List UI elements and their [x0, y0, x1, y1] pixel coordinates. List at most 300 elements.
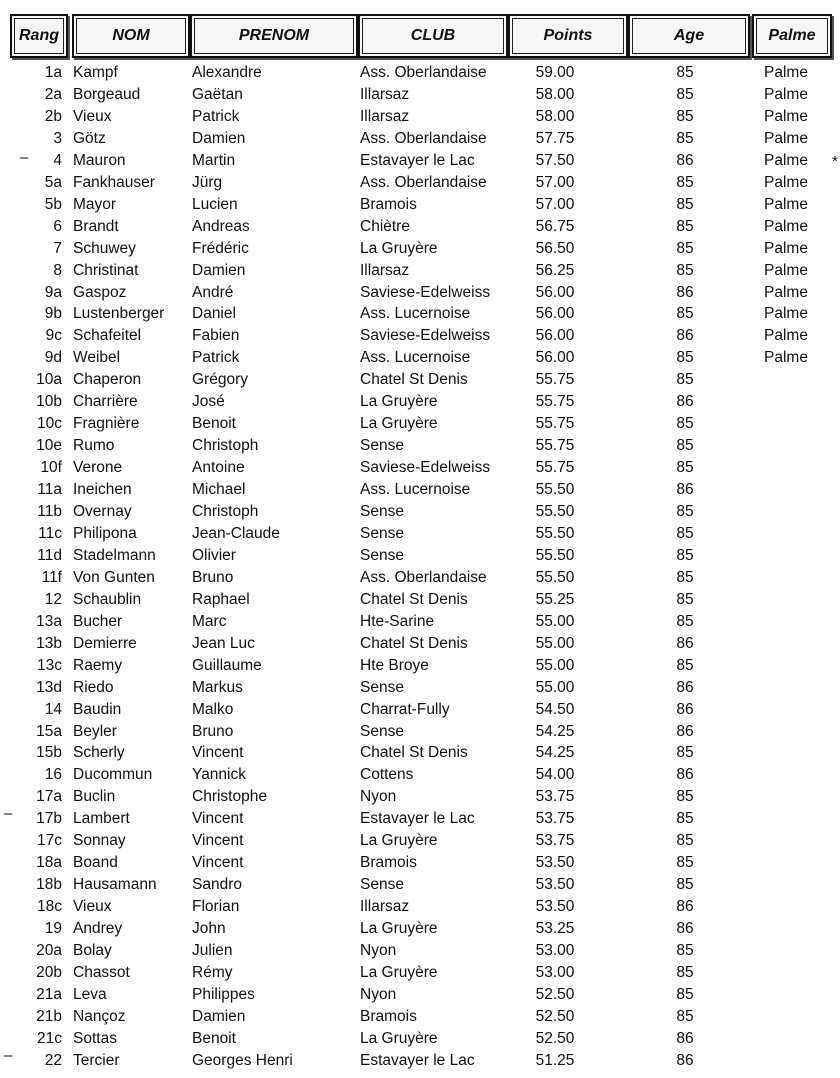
cell-nom: Bolay — [73, 942, 112, 959]
table-row — [0, 85, 840, 107]
cell-age: 85 — [676, 568, 694, 586]
cell-rang: 1a — [44, 64, 62, 81]
cell-points: 55.75 — [535, 437, 575, 455]
cell-nom: Schuwey — [73, 239, 136, 257]
table-row — [0, 151, 840, 173]
cell-age: 85 — [676, 656, 694, 674]
cell-prenom: Frédéric — [192, 239, 249, 257]
cell-prenom: Guillaume — [192, 656, 262, 674]
table-row — [0, 765, 840, 787]
cell-age: 86 — [676, 151, 694, 169]
cell-rang: 10c — [37, 415, 62, 433]
cell-age: 86 — [676, 393, 694, 411]
cell-nom: Fragnière — [73, 415, 140, 433]
cell-nom: Chassot — [73, 963, 130, 981]
cell-rang: 21b — [36, 1007, 62, 1025]
cell-nom: Leva — [73, 985, 107, 1003]
cell-prenom: Andreas — [192, 217, 250, 235]
cell-prenom: Vincent — [192, 854, 244, 872]
table-row — [0, 787, 840, 809]
cell-nom: Borgeaud — [73, 85, 141, 103]
table-row — [0, 392, 840, 414]
cell-points: 55.25 — [535, 590, 575, 608]
cell-nom: Verone — [73, 459, 123, 477]
cell-club: La Gruyère — [360, 393, 438, 411]
cell-rang: 6 — [53, 217, 62, 235]
cell-club: Bramois — [360, 1007, 417, 1025]
cell-prenom: Benoit — [192, 415, 236, 433]
cell-nom: Kampf — [73, 64, 118, 81]
cell-club: Sense — [360, 437, 404, 455]
cell-points: 53.75 — [535, 788, 575, 806]
cell-nom: Charrière — [73, 393, 138, 411]
cell-prenom: Bruno — [192, 722, 234, 740]
cell-points: 55.00 — [535, 634, 575, 652]
cell-club: Estavayer le Lac — [360, 151, 475, 169]
cell-points: 56.25 — [535, 261, 575, 279]
cell-club: Ass. Lucernoise — [360, 349, 471, 367]
cell-rang: 13c — [37, 656, 62, 674]
header-points: Points — [508, 14, 628, 58]
cell-age: 85 — [676, 64, 694, 81]
table-row — [0, 261, 840, 283]
cell-palme: Palme — [764, 107, 808, 125]
cell-points: 54.25 — [535, 744, 575, 762]
cell-club: Ass. Lucernoise — [360, 305, 471, 323]
table-row — [0, 809, 840, 831]
table-row — [0, 897, 840, 919]
cell-palme: Palme — [764, 85, 808, 103]
cell-points: 54.25 — [535, 722, 575, 740]
table-row — [0, 546, 840, 568]
cell-nom: Schaublin — [73, 590, 142, 608]
cell-rang: 8 — [53, 261, 62, 279]
cell-nom: Weibel — [73, 349, 121, 367]
cell-rang: 18c — [37, 898, 62, 916]
cell-age: 85 — [676, 415, 694, 433]
table-row — [0, 634, 840, 656]
cell-prenom: Philippes — [192, 985, 255, 1003]
cell-age: 85 — [676, 788, 694, 806]
cell-points: 53.50 — [535, 898, 575, 916]
cell-rang: 5a — [44, 173, 62, 191]
cell-age: 85 — [676, 612, 694, 630]
cell-rang: 7 — [53, 239, 62, 257]
cell-palme: Palme — [764, 195, 808, 213]
cell-club: Bramois — [360, 195, 417, 213]
cell-nom: Riedo — [73, 678, 114, 696]
cell-palme: Palme — [764, 283, 808, 301]
margin-mark-dash: – — [4, 805, 13, 822]
cell-age: 86 — [676, 920, 694, 938]
header-age: Age — [628, 14, 750, 58]
cell-points: 55.75 — [535, 371, 575, 389]
cell-age: 85 — [676, 876, 694, 894]
cell-points: 52.50 — [535, 985, 575, 1003]
table-row — [0, 875, 840, 897]
cell-points: 56.00 — [535, 349, 575, 367]
cell-prenom: Sandro — [192, 876, 242, 894]
cell-nom: Baudin — [73, 700, 122, 718]
table-row — [0, 963, 840, 985]
table-row — [0, 524, 840, 546]
cell-palme: Palme — [764, 129, 808, 147]
cell-points: 53.50 — [535, 854, 575, 872]
cell-club: Hte-Sarine — [360, 612, 435, 630]
cell-points: 54.50 — [535, 700, 575, 718]
cell-rang: 11b — [37, 503, 62, 520]
cell-nom: Buclin — [73, 788, 116, 806]
cell-rang: 11a — [37, 481, 62, 499]
cell-rang: 17a — [36, 788, 62, 806]
cell-points: 55.00 — [535, 612, 575, 630]
cell-nom: Overnay — [73, 503, 132, 520]
cell-nom: Sonnay — [73, 832, 126, 850]
table-row — [0, 1029, 840, 1051]
cell-points: 56.00 — [535, 327, 575, 345]
table-row — [0, 678, 840, 700]
cell-nom: Vieux — [73, 107, 112, 125]
cell-age: 85 — [676, 217, 694, 235]
cell-age: 85 — [676, 590, 694, 608]
cell-prenom: Marc — [192, 612, 227, 630]
cell-nom: Brandt — [73, 217, 119, 235]
cell-points: 53.25 — [535, 920, 575, 938]
cell-club: Chiètre — [360, 217, 410, 235]
margin-mark-dash: – — [20, 149, 29, 166]
cell-points: 57.00 — [535, 195, 575, 213]
cell-club: Chatel St Denis — [360, 744, 468, 762]
cell-prenom: Patrick — [192, 107, 240, 125]
cell-club: La Gruyère — [360, 832, 438, 850]
cell-nom: Scherly — [73, 744, 125, 762]
cell-points: 55.75 — [535, 459, 575, 477]
table-row — [0, 743, 840, 765]
cell-rang: 11d — [37, 546, 62, 564]
cell-points: 55.00 — [535, 656, 575, 674]
cell-rang: 9a — [44, 283, 62, 301]
cell-points: 55.50 — [535, 524, 575, 542]
cell-nom: Nançoz — [73, 1007, 126, 1025]
cell-club: Saviese-Edelweiss — [360, 327, 491, 345]
header-nom: NOM — [72, 14, 190, 58]
cell-age: 86 — [676, 1029, 694, 1047]
cell-nom: Vieux — [73, 898, 112, 916]
cell-nom: Mayor — [73, 195, 117, 213]
cell-club: Illarsaz — [360, 107, 410, 125]
table-row — [0, 239, 840, 261]
cell-prenom: Vincent — [192, 810, 244, 828]
cell-nom: Lustenberger — [73, 305, 165, 323]
margin-mark-dash: – — [4, 1047, 13, 1064]
cell-points: 56.00 — [535, 283, 575, 301]
cell-age: 86 — [676, 283, 694, 301]
cell-prenom: Christoph — [192, 503, 259, 520]
cell-nom: Von Gunten — [73, 568, 155, 586]
table-row — [0, 612, 840, 634]
cell-prenom: Vincent — [192, 744, 244, 762]
cell-club: Sense — [360, 876, 404, 894]
cell-club: Cottens — [360, 766, 414, 784]
cell-prenom: Christoph — [192, 437, 259, 455]
cell-club: Sense — [360, 503, 404, 520]
cell-prenom: Damien — [192, 261, 246, 279]
cell-nom: Philipona — [73, 524, 137, 542]
cell-prenom: Olivier — [192, 546, 236, 564]
cell-age: 85 — [676, 437, 694, 455]
cell-palme: Palme — [764, 349, 808, 367]
cell-rang: 10a — [36, 371, 62, 389]
cell-points: 51.25 — [535, 1051, 575, 1069]
cell-prenom: Antoine — [192, 459, 245, 477]
table-row — [0, 370, 840, 392]
cell-prenom: Alexandre — [192, 64, 262, 81]
table-row — [0, 568, 840, 590]
table-row — [0, 1051, 840, 1073]
cell-nom: Götz — [73, 129, 106, 147]
table-row — [0, 590, 840, 612]
cell-rang: 19 — [44, 920, 62, 938]
cell-club: Ass. Oberlandaise — [360, 64, 487, 81]
cell-nom: Lambert — [73, 810, 130, 828]
table-row — [0, 63, 840, 85]
cell-rang: 12 — [44, 590, 62, 608]
cell-age: 86 — [676, 1051, 694, 1069]
cell-palme: Palme — [764, 305, 808, 323]
cell-points: 55.50 — [535, 481, 575, 499]
table-row — [0, 919, 840, 941]
cell-points: 55.75 — [535, 415, 575, 433]
cell-club: La Gruyère — [360, 1029, 438, 1047]
cell-club: Ass. Oberlandaise — [360, 568, 487, 586]
cell-club: Estavayer le Lac — [360, 1051, 475, 1069]
cell-age: 85 — [676, 459, 694, 477]
table-row — [0, 700, 840, 722]
cell-club: Charrat-Fully — [360, 700, 450, 718]
cell-prenom: Raphael — [192, 590, 250, 608]
cell-nom: Ineichen — [73, 481, 132, 499]
table-row — [0, 107, 840, 129]
cell-points: 56.50 — [535, 239, 575, 257]
cell-nom: Schafeitel — [73, 327, 142, 345]
cell-points: 58.00 — [535, 107, 575, 125]
cell-nom: Mauron — [73, 151, 126, 169]
cell-prenom: Daniel — [192, 305, 236, 323]
cell-club: Bramois — [360, 854, 417, 872]
cell-age: 85 — [676, 173, 694, 191]
cell-prenom: Damien — [192, 1007, 246, 1025]
cell-palme: Palme — [764, 327, 808, 345]
cell-rang: 9c — [45, 327, 62, 345]
cell-points: 57.50 — [535, 151, 575, 169]
cell-palme: Palme — [764, 261, 808, 279]
table-row — [0, 656, 840, 678]
cell-age: 85 — [676, 942, 694, 959]
cell-prenom: Christophe — [192, 788, 267, 806]
cell-prenom: Yannick — [192, 766, 246, 784]
cell-points: 57.00 — [535, 173, 575, 191]
cell-age: 85 — [676, 371, 694, 389]
cell-age: 86 — [676, 700, 694, 718]
cell-club: Chatel St Denis — [360, 371, 468, 389]
cell-rang: 5b — [44, 195, 62, 213]
cell-points: 53.00 — [535, 963, 575, 981]
cell-prenom: Gaëtan — [192, 85, 243, 103]
cell-prenom: Benoit — [192, 1029, 236, 1047]
cell-nom: Tercier — [73, 1051, 120, 1069]
cell-prenom: Markus — [192, 678, 243, 696]
cell-prenom: Martin — [192, 151, 236, 169]
table-row — [0, 722, 840, 744]
cell-nom: Ducommun — [73, 766, 153, 784]
cell-age: 85 — [676, 129, 694, 147]
cell-points: 55.00 — [535, 678, 575, 696]
cell-club: Sense — [360, 722, 404, 740]
cell-points: 53.00 — [535, 942, 575, 959]
cell-rang: 9b — [44, 305, 62, 323]
cell-points: 54.00 — [535, 766, 575, 784]
cell-club: Illarsaz — [360, 85, 410, 103]
table-row — [0, 831, 840, 853]
cell-nom: Chaperon — [73, 371, 142, 389]
cell-club: Sense — [360, 678, 404, 696]
cell-club: Sense — [360, 524, 404, 542]
cell-points: 55.50 — [535, 568, 575, 586]
cell-rang: 20b — [36, 963, 62, 981]
table-row — [0, 502, 840, 524]
cell-club: La Gruyère — [360, 920, 438, 938]
cell-age: 85 — [676, 744, 694, 762]
cell-age: 85 — [676, 195, 694, 213]
cell-rang: 18b — [36, 876, 62, 894]
cell-age: 86 — [676, 327, 694, 345]
cell-rang: 17b — [36, 810, 62, 828]
cell-club: Illarsaz — [360, 898, 410, 916]
cell-club: Nyon — [360, 942, 397, 959]
table-row — [0, 217, 840, 239]
cell-rang: 17c — [37, 832, 62, 850]
cell-prenom: Jean Luc — [192, 634, 255, 652]
cell-nom: Stadelmann — [73, 546, 156, 564]
cell-rang: 10f — [40, 459, 62, 477]
cell-prenom: Florian — [192, 898, 240, 916]
cell-rang: 13d — [36, 678, 62, 696]
cell-palme: Palme — [764, 151, 808, 169]
cell-rang: 15a — [36, 722, 62, 740]
table-row — [0, 173, 840, 195]
cell-rang: 13b — [36, 634, 62, 652]
cell-prenom: Jürg — [192, 173, 223, 191]
cell-nom: Bucher — [73, 612, 123, 630]
cell-age: 85 — [676, 985, 694, 1003]
cell-prenom: André — [192, 283, 234, 301]
cell-age: 85 — [676, 546, 694, 564]
cell-prenom: Patrick — [192, 349, 240, 367]
cell-rang: 13a — [36, 612, 62, 630]
cell-prenom: Rémy — [192, 963, 233, 981]
cell-rang: 9d — [44, 349, 62, 367]
cell-age: 86 — [676, 481, 694, 499]
cell-club: Saviese-Edelweiss — [360, 283, 491, 301]
cell-club: Nyon — [360, 985, 397, 1003]
cell-nom: Fankhauser — [73, 173, 155, 191]
table-row — [0, 414, 840, 436]
cell-age: 86 — [676, 722, 694, 740]
cell-club: Nyon — [360, 788, 397, 806]
cell-rang: 22 — [44, 1051, 62, 1069]
cell-age: 85 — [676, 1007, 694, 1025]
cell-age: 86 — [676, 898, 694, 916]
cell-rang: 20a — [36, 942, 62, 959]
cell-age: 85 — [676, 524, 694, 542]
cell-rang: 11c — [38, 524, 62, 542]
cell-club: Hte Broye — [360, 656, 429, 674]
cell-club: La Gruyère — [360, 239, 438, 257]
cell-rang: 3 — [53, 129, 62, 147]
cell-nom: Raemy — [73, 656, 123, 674]
cell-points: 53.75 — [535, 832, 575, 850]
cell-nom: Gaspoz — [73, 283, 127, 301]
cell-rang: 4 — [53, 151, 62, 169]
cell-rang: 11f — [41, 568, 62, 586]
cell-prenom: Michael — [192, 481, 246, 499]
cell-age: 85 — [676, 239, 694, 257]
cell-nom: Hausamann — [73, 876, 157, 894]
cell-prenom: Georges Henri — [192, 1051, 293, 1069]
cell-prenom: Bruno — [192, 568, 234, 586]
cell-rang: 10e — [36, 437, 62, 455]
cell-age: 85 — [676, 832, 694, 850]
table-row — [0, 436, 840, 458]
cell-palme: Palme — [764, 173, 808, 191]
cell-club: Ass. Oberlandaise — [360, 129, 487, 147]
cell-points: 55.50 — [535, 503, 575, 520]
cell-palme: Palme — [764, 217, 808, 235]
cell-rang: 2b — [44, 107, 62, 125]
cell-prenom: Jean-Claude — [192, 524, 280, 542]
table-row — [0, 195, 840, 217]
cell-age: 85 — [676, 810, 694, 828]
cell-points: 53.75 — [535, 810, 575, 828]
table-row — [0, 985, 840, 1007]
cell-club: Chatel St Denis — [360, 634, 468, 652]
cell-club: Ass. Lucernoise — [360, 481, 471, 499]
cell-prenom: Lucien — [192, 195, 238, 213]
cell-prenom: José — [192, 393, 225, 411]
cell-points: 58.00 — [535, 85, 575, 103]
cell-nom: Boand — [73, 854, 118, 872]
cell-points: 52.50 — [535, 1007, 575, 1025]
cell-palme: Palme — [764, 239, 808, 257]
table-row — [0, 1007, 840, 1029]
cell-nom: Demierre — [73, 634, 137, 652]
cell-rang: 14 — [44, 700, 62, 718]
cell-age: 86 — [676, 766, 694, 784]
cell-rang: 10b — [36, 393, 62, 411]
cell-rang: 21c — [37, 1029, 62, 1047]
cell-rang: 15b — [36, 744, 62, 762]
cell-club: Saviese-Edelweiss — [360, 459, 491, 477]
cell-club: Chatel St Denis — [360, 590, 468, 608]
cell-points: 57.75 — [535, 129, 575, 147]
table-row — [0, 129, 840, 151]
table-row — [0, 458, 840, 480]
cell-age: 85 — [676, 963, 694, 981]
cell-prenom: Damien — [192, 129, 246, 147]
cell-points: 52.50 — [535, 1029, 575, 1047]
cell-age: 85 — [676, 854, 694, 872]
cell-prenom: Vincent — [192, 832, 244, 850]
